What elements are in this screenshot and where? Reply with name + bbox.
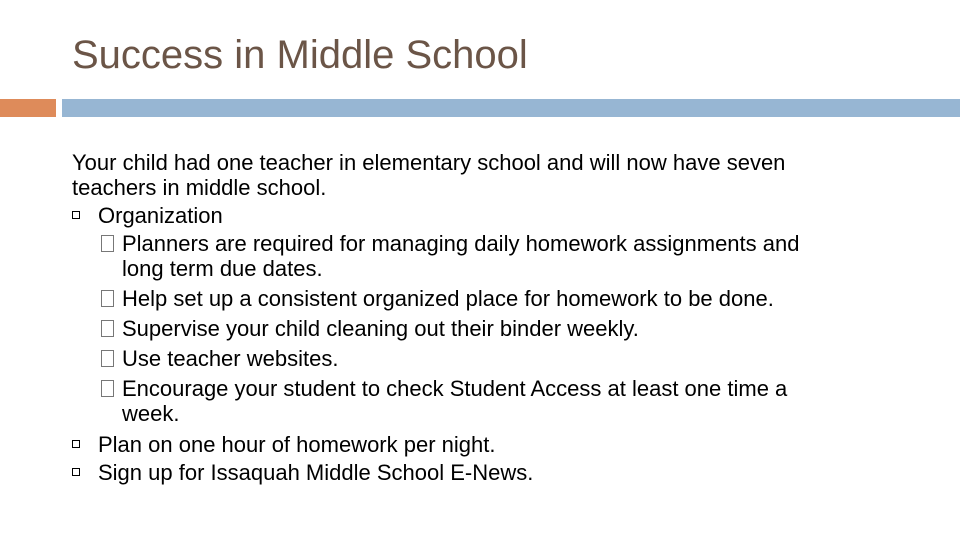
- accent-bar-orange: [0, 99, 56, 117]
- sub-bullet-text: Planners are required for managing daily homework assignments and long term due dates.: [122, 231, 800, 281]
- square-bullet-icon: [72, 440, 80, 448]
- sub-bullet-text: Encourage your student to check Student Access at least one time a week.: [122, 376, 788, 426]
- bullet-text: Sign up for Issaquah Middle School E-News.: [98, 460, 534, 485]
- intro-text: Your child had one teacher in elementary school and will now have seven teachers in middle school.: [72, 150, 786, 200]
- sub-bullet-binder: [72, 316, 832, 341]
- missing-glyph-icon: [101, 320, 114, 337]
- sub-bullet-homework-place: [72, 286, 832, 311]
- bullet-text: Organization: [98, 203, 223, 228]
- missing-glyph-icon: [101, 290, 114, 307]
- square-bullet-icon: [72, 211, 80, 219]
- missing-glyph-icon: [101, 235, 114, 252]
- bullet-text: Plan on one hour of homework per night.: [98, 432, 496, 457]
- missing-glyph-icon: [101, 350, 114, 367]
- square-bullet-icon: [72, 468, 80, 476]
- accent-bar-blue: [62, 99, 960, 117]
- slide-title: Success in Middle School: [72, 33, 528, 77]
- bullet-homework-hour: [72, 432, 832, 457]
- missing-glyph-icon: [101, 380, 114, 397]
- sub-bullet-planners: [72, 231, 832, 281]
- slide-body: [72, 150, 832, 488]
- sub-bullet-student-access: [72, 376, 832, 426]
- sub-bullet-text: Use teacher websites.: [122, 346, 339, 371]
- bullet-organization: [72, 203, 832, 228]
- sub-bullet-websites: [72, 346, 832, 371]
- sub-bullet-text: Supervise your child cleaning out their binder weekly.: [122, 316, 639, 341]
- bullet-enews: [72, 460, 832, 485]
- sub-bullet-text: Help set up a consistent organized place for homework to be done.: [122, 286, 774, 311]
